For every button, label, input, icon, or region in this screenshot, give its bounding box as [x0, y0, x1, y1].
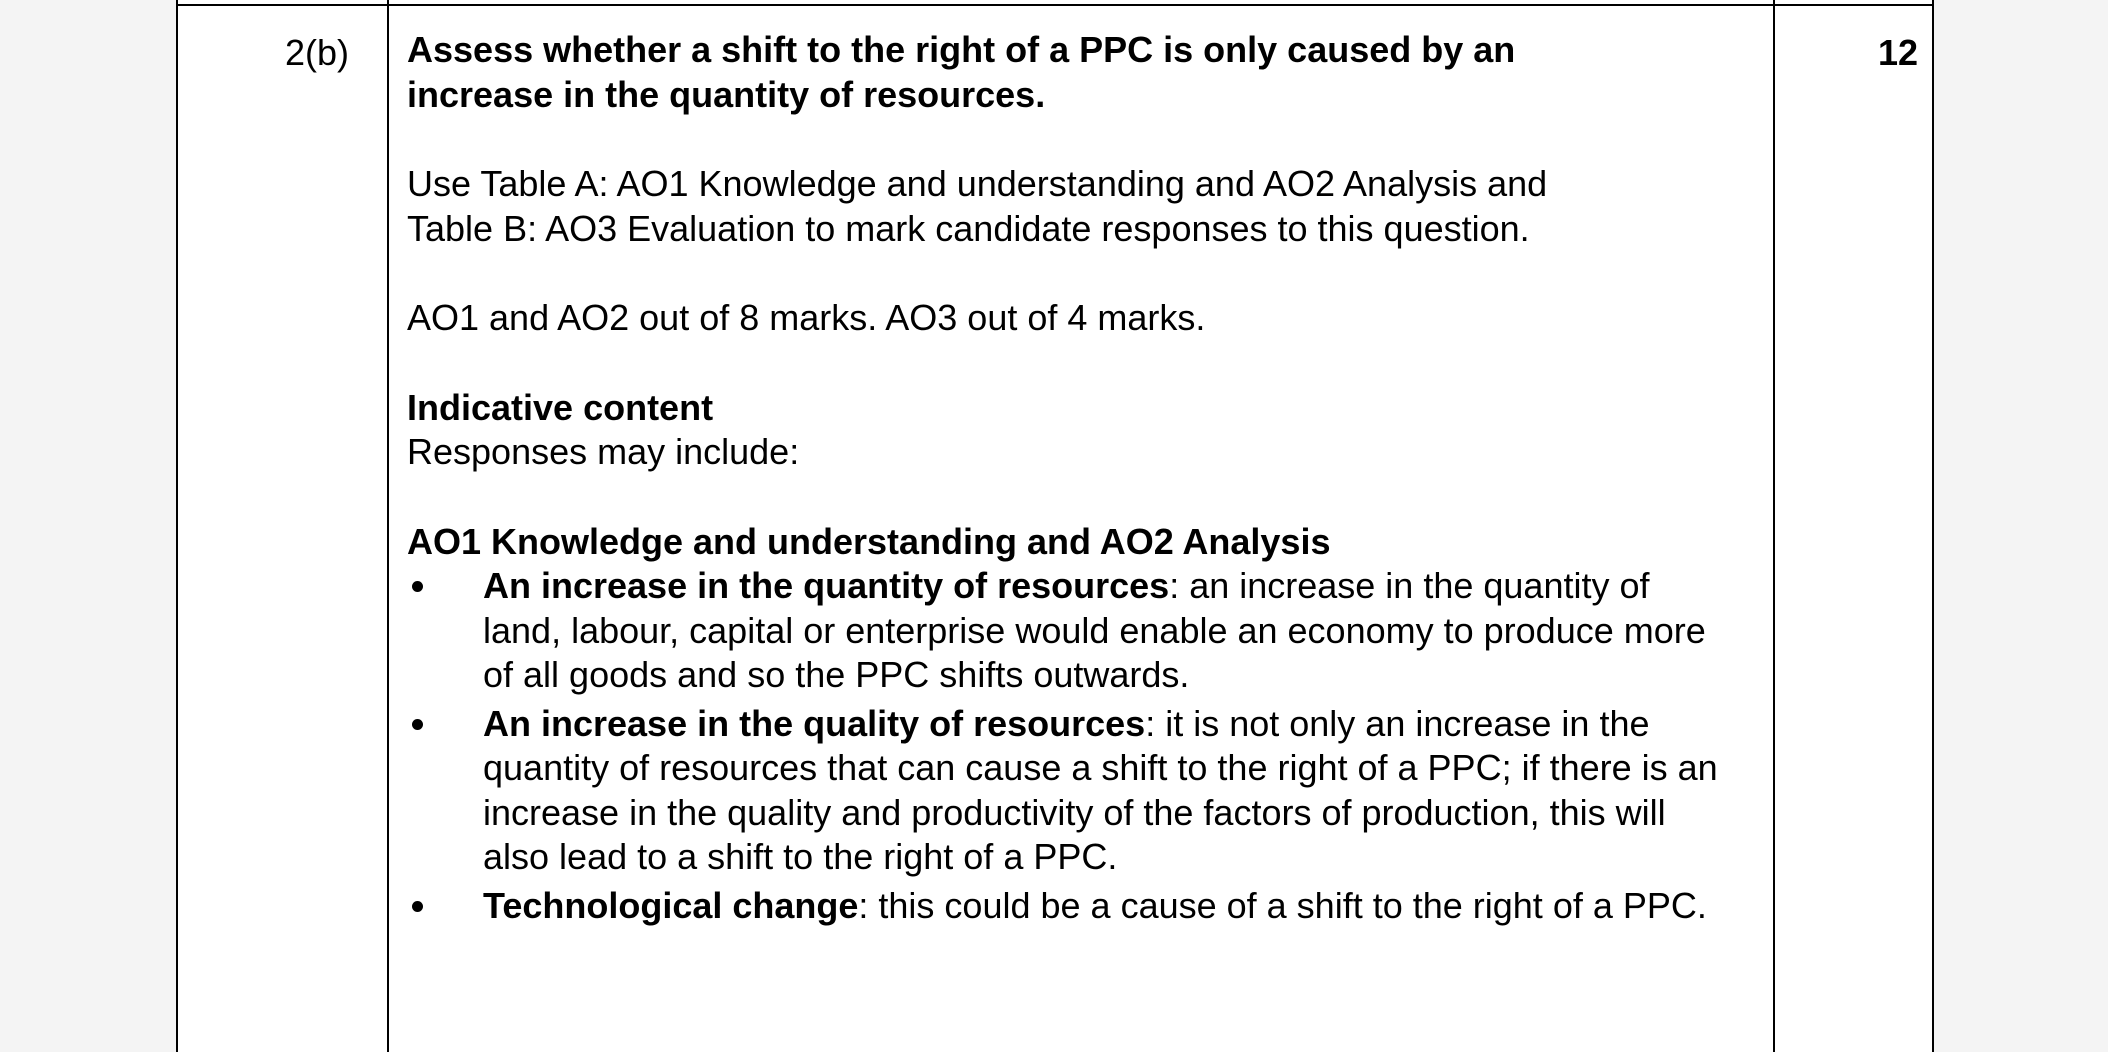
indicative-content-heading: Indicative content	[407, 386, 714, 428]
question-marks: 12	[1877, 32, 1918, 73]
bullet-term: An increase in the quality of resources	[483, 702, 1146, 744]
list-item	[407, 884, 1727, 929]
marking-instruction	[407, 162, 1727, 251]
bullet-text: : an increase in the quantity of land, labour, capital or enterprise would enable an economy to produce more of all goods and so the PPC shifts outwards.	[483, 565, 1706, 695]
list-item	[407, 702, 1727, 880]
bullet-icon	[412, 901, 423, 912]
column-divider-question	[387, 0, 389, 1052]
question-title-line2: increase in the quantity of resources.	[407, 73, 1046, 115]
bullet-text: : it is not only an increase in the quantity of resources that can cause a shift to the right of a PPC; if there is an increase in the quality and productivity of the factors of production, this will also lead to a shift to the right of a PPC.	[483, 702, 1718, 877]
question-number: 2(b)	[284, 32, 350, 73]
indicative-points-list	[407, 564, 1727, 928]
marks-breakdown: AO1 and AO2 out of 8 marks. AO3 out of 4 marks.	[407, 297, 1206, 338]
bullet-term: An increase in the quantity of resources	[483, 565, 1170, 606]
question-title-line1: Assess whether a shift to the right of a PPC is only caused by an	[407, 29, 1516, 70]
question-title	[407, 28, 1727, 117]
bullet-term: Technological change	[483, 884, 859, 926]
column-divider-marks	[1773, 0, 1775, 1052]
responses-intro: Responses may include:	[407, 431, 800, 472]
marking-instruction-line2: Table B: AO3 Evaluation to mark candidate responses to this question.	[407, 207, 1530, 249]
mark-scheme-table	[176, 0, 1934, 1052]
bullet-icon	[412, 719, 423, 730]
list-item	[407, 564, 1727, 698]
answer-content	[407, 28, 1727, 932]
bullet-icon	[412, 581, 423, 592]
table-top-border	[178, 4, 1932, 6]
bullet-text: : this could be a cause of a shift to the right of a PPC.	[858, 884, 1707, 926]
marking-instruction-line1: Use Table A: AO1 Knowledge and understanding and AO2 Analysis and	[407, 163, 1548, 204]
ao1-ao2-heading: AO1 Knowledge and understanding and AO2 Analysis	[407, 520, 1331, 562]
